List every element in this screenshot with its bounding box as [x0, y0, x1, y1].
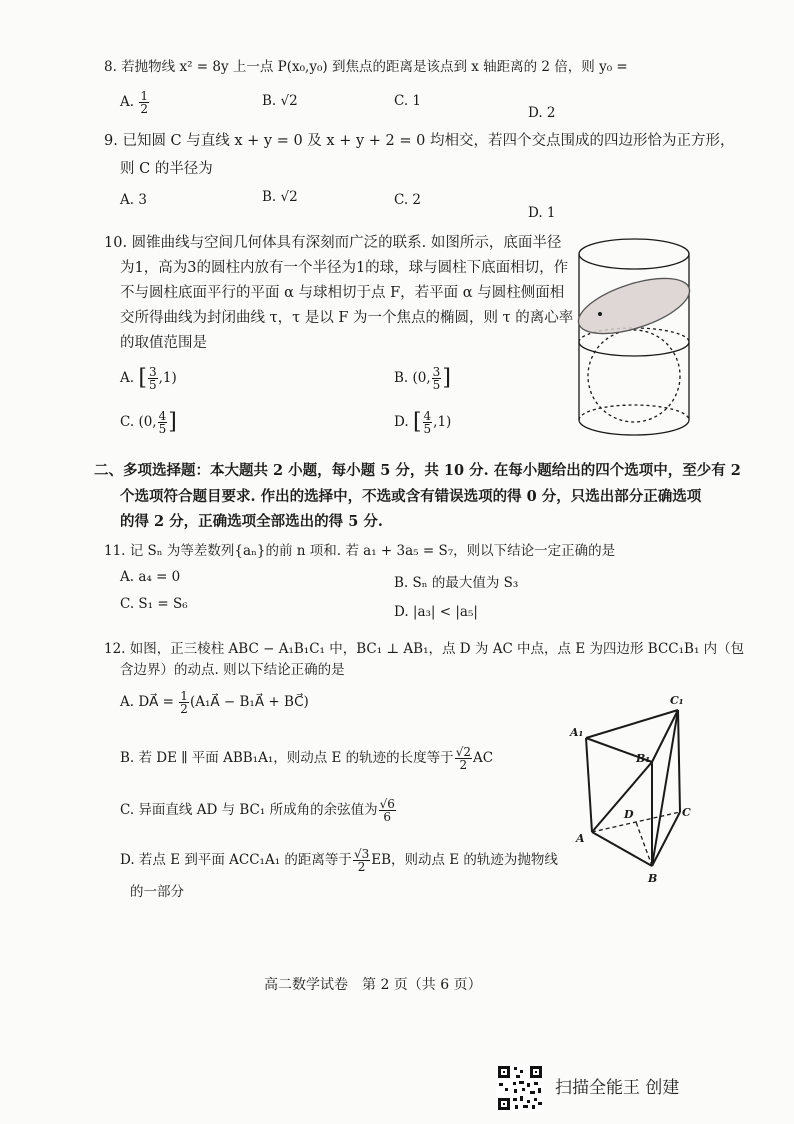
- prism-figure: [566, 690, 706, 890]
- q9-option-d: D. 1: [528, 205, 556, 221]
- q10-option-b: B. (0, $\frac{3}{5}$ ]: [394, 365, 451, 392]
- q8-option-d: D. 2: [528, 105, 556, 121]
- q12-stem-line2: 含边界）的动点. 则以下结论正确的是: [120, 662, 345, 678]
- q12-option-b: B. 若 DE ∥ 平面 ABB₁A₁，则动点 E 的轨迹的长度等于 $\frac{√2}{2}$ AC: [120, 745, 494, 772]
- q8-option-b: B. √2: [262, 93, 298, 109]
- q10-option-c: C. (0, $\frac{4}{5}$ ]: [120, 409, 177, 436]
- qr-code-icon: [496, 1064, 544, 1112]
- q11-option-a: A. a₄ = 0: [120, 569, 181, 585]
- label-A: A: [576, 832, 585, 845]
- q8-option-c: C. 1: [394, 93, 422, 109]
- q12-option-c: C. 异面直线 AD 与 BC₁ 所成角的余弦值为 $\frac{√6}{6}$: [120, 797, 395, 824]
- label-A1: A₁: [570, 726, 584, 739]
- section2-line3: 的得 2 分，正确选项全部选出的得 5 分.: [120, 513, 383, 530]
- focus-point-F: [598, 312, 602, 316]
- label-B: B: [648, 872, 658, 885]
- edge-C-C1: [678, 710, 680, 812]
- q11-option-d: D. |a₃| < |a₅|: [394, 604, 478, 620]
- q10-line2: 为1，高为3的圆柱内放有一个半径为1的球，球与圆柱下底面相切，作: [120, 260, 569, 276]
- label-C: C: [682, 806, 691, 819]
- q11-stem: 11. 记 Sₙ 为等差数列{aₙ}的前 n 项和. 若 a₁ + 3a₅ = S₇，则以下结论一定正确的是: [104, 543, 616, 559]
- label-D: D: [624, 808, 634, 821]
- sphere-outline: [588, 330, 680, 422]
- q9-option-b: B. √2: [262, 189, 298, 205]
- edge-A-B: [592, 832, 652, 866]
- label-B1: B₁: [636, 752, 651, 765]
- q9-option-a: A. 3: [120, 192, 147, 208]
- q10-line1: 10. 圆锥曲线与空间几何体具有深刻而广泛的联系. 如图所示，底面半径: [104, 235, 562, 251]
- q10-line4: 交所得曲线为封闭曲线 τ，τ 是以 F 为一个焦点的椭圆，则 τ 的离心率: [120, 310, 574, 326]
- section2-line2: 个选项符合题目要求. 作出的选择中，不选或含有错误选项的得 0 分，只选出部分正确选项: [120, 488, 702, 505]
- q9-stem-line2: 则 C 的半径为: [120, 161, 213, 177]
- sphere-equator-front: [579, 342, 689, 356]
- q9-option-c: C. 2: [394, 192, 422, 208]
- cylinder-top-ellipse: [579, 239, 689, 269]
- edge-A1-C1: [586, 710, 678, 738]
- label-C1: C₁: [670, 694, 684, 707]
- diag-A-B1: [592, 762, 652, 832]
- scanner-watermark-text: 扫描全能王 创建: [555, 1078, 680, 1098]
- page-footer: 高二数学试卷 第 2 页（共 6 页）: [264, 977, 482, 993]
- section2-line1: 二、多项选择题：本大题共 2 小题，每小题 5 分，共 10 分. 在每小题给出的四个选项中，至少有 2: [94, 462, 741, 479]
- q11-option-b: B. Sₙ 的最大值为 S₃: [394, 575, 519, 591]
- cylinder-figure: [572, 234, 696, 440]
- q8-option-a: A. $\frac{1}{2}$: [120, 89, 148, 116]
- q12-option-d-line2: 的一部分: [130, 884, 184, 900]
- hidden-A-C: [592, 812, 680, 832]
- q12-option-d: D. 若点 E 到平面 ACC₁A₁ 的距离等于 $\frac{√3}{2}$ EB，则动点 E 的轨迹为抛物线: [120, 847, 558, 874]
- q12-stem-line1: 12. 如图，正三棱柱 ABC − A₁B₁C₁ 中，BC₁ ⊥ AB₁，点 D 为 AC 中点，点 E 为四边形 BCC₁B₁ 内（包: [104, 641, 745, 657]
- q10-line3: 不与圆柱底面平行的平面 α 与球相切于点 F，若平面 α 与圆柱侧面相: [120, 285, 565, 301]
- q11-option-c: C. S₁ = S₆: [120, 596, 188, 612]
- edge-A-A1: [586, 738, 592, 832]
- q12-option-a: A. DA⃗ = $\frac{1}{2}$ (A₁A⃗ − B₁A⃗ + BC⃗): [120, 689, 309, 716]
- q10-line5: 的取值范围是: [120, 335, 207, 351]
- cylinder-bottom-back: [579, 405, 689, 420]
- q10-option-a: A. [ $\frac{3}{5}$ ,1): [120, 365, 177, 392]
- q8-stem: 8. 若抛物线 x² = 8y 上一点 P(x₀,y₀) 到焦点的距离是该点到 x 轴距离的 2 倍，则 y₀ =: [104, 59, 628, 75]
- q9-stem-line1: 9. 已知圆 C 与直线 x + y = 0 及 x + y + 2 = 0 均相交，若四个交点围成的四边形恰为正方形，: [104, 133, 735, 149]
- q10-option-d: D. [ $\frac{4}{5}$ ,1): [394, 409, 452, 436]
